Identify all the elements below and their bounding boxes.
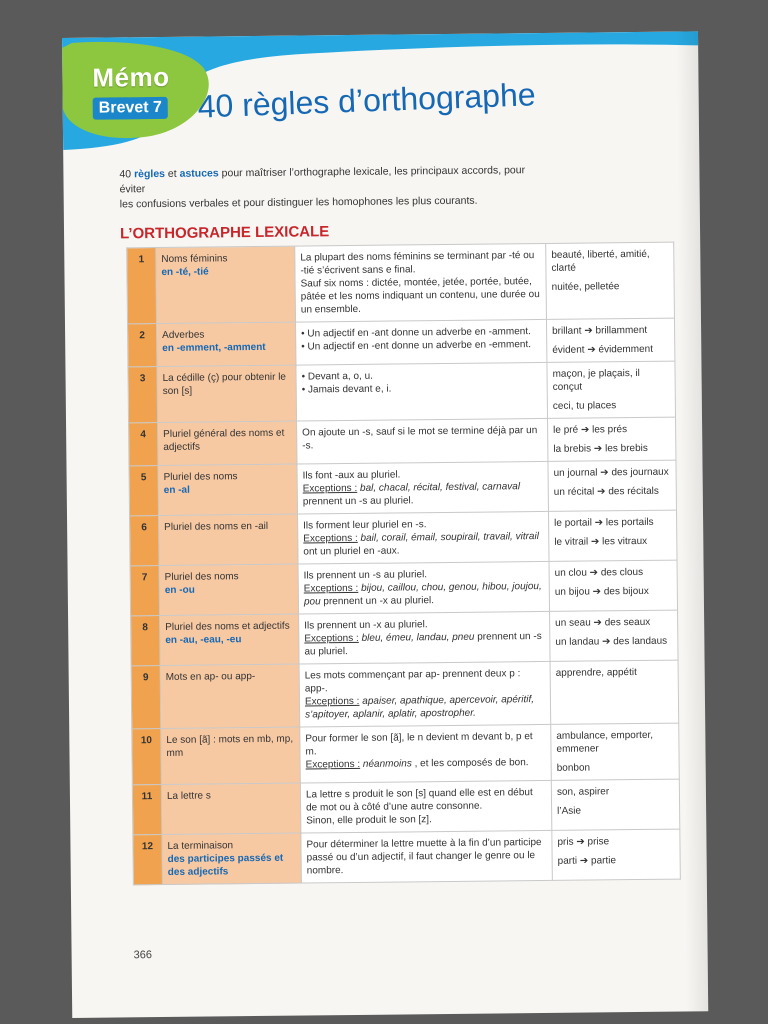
exceptions [303, 480, 543, 509]
brevet-badge: Brevet 7 [93, 97, 168, 120]
rule-name-cell [161, 783, 301, 834]
table-row [132, 779, 679, 835]
table-row [129, 460, 676, 516]
example-1: un seau ➔ des seaux [555, 616, 651, 629]
book-page [62, 31, 708, 1018]
table-row [133, 829, 680, 885]
rule-name: Mots en ap- ou app- [165, 671, 256, 683]
rule-number: 3 [128, 367, 158, 423]
memo-label: Mémo [92, 61, 170, 93]
example-1: le portail ➔ les portails [554, 516, 654, 529]
rule-name: Pluriel des noms [164, 571, 239, 583]
exceptions-tail: ont un pluriel en -aux. [303, 545, 400, 558]
exceptions [304, 580, 544, 609]
exceptions [306, 756, 546, 772]
exceptions-words: néanmoins [362, 758, 412, 770]
exceptions-words: bal, chacal, récital, festival, carnaval [359, 481, 521, 494]
rule-name-cell [156, 246, 296, 323]
exceptions-tail: prennent un -s au pluriel. [302, 495, 414, 508]
rule-name: Pluriel des noms en -ail [164, 520, 269, 533]
example-1: un clou ➔ des clous [554, 566, 644, 579]
rule-text: La lettre s produit le son [s] quand elle est en début de mot ou à côté d’une autre consonne. [305, 787, 533, 814]
rule-name-cell [157, 365, 297, 422]
rule-name: Pluriel des noms [163, 471, 238, 483]
rule-text: Pour former le son [ã], le n devient m devant b, p et m. [305, 731, 533, 758]
exceptions-words: bleu, émeu, landau, pneu [361, 631, 475, 644]
example-1: beauté, liberté, amitié, clarté [551, 248, 650, 274]
rule-name: Pluriel des noms et adjectifs [165, 620, 290, 633]
rule-cell [299, 661, 551, 727]
example-cell [548, 417, 676, 461]
rule-name-suffix: en -té, -tié [161, 266, 209, 278]
exceptions-tail: prennent un -x au pluriel. [323, 595, 435, 608]
example-2: un landau ➔ des landaus [555, 635, 668, 648]
example-cell [550, 610, 679, 661]
rule-name-suffix: en -emment, -amment [162, 341, 266, 354]
example-cell [552, 829, 681, 880]
rules-table [126, 242, 681, 886]
rule-number: 6 [130, 516, 160, 566]
rule-cell [300, 724, 552, 783]
table-row [132, 723, 680, 785]
exceptions-tail: , et les composés de bon. [414, 757, 529, 770]
rule-number: 12 [133, 834, 163, 884]
example-2: ceci, tu places [552, 400, 617, 412]
table-row [129, 417, 676, 466]
page-number: 366 [133, 949, 153, 962]
rule-name-suffix: des participes passés et des adjectifs [167, 852, 284, 878]
rule-cell [296, 362, 548, 421]
exceptions-label: Exceptions : [303, 532, 358, 545]
rule-number: 10 [132, 729, 162, 785]
example-1: un journal ➔ des journaux [553, 466, 669, 479]
rule-cell [295, 319, 546, 365]
exceptions-label: Exceptions : [303, 582, 359, 595]
example-cell [546, 242, 675, 319]
example-cell [546, 318, 674, 362]
example-2: la brebis ➔ les brebis [553, 442, 648, 455]
example-cell [547, 361, 676, 418]
table-row [127, 318, 674, 367]
exceptions-label: Exceptions : [302, 482, 358, 495]
rule-number: 8 [131, 616, 161, 666]
example-2: nuitée, pelletée [551, 281, 620, 293]
rule-text-2: Sauf six noms : dictée, montée, jetée, portée, butée, pâtée et les noms indiquant un contenu, une durée ou un ensemble. [300, 276, 540, 316]
exceptions-label: Exceptions : [304, 632, 359, 645]
section-title: L’ORTHOGRAPHE LEXICALE [119, 223, 330, 243]
table-row [127, 242, 675, 324]
rule-name: La terminaison [167, 840, 234, 852]
rule-name-cell [158, 421, 297, 465]
rule-name-suffix: en -ou [164, 584, 195, 596]
rule-name: La cédille (ç) pour obtenir le son [s] [162, 371, 287, 397]
rule-text-2: • Un adjectif en -ent donne un adverbe en -emment. [301, 339, 532, 353]
rule-text: Pour déterminer la lettre muette à la fin d’un participe passé ou d’un adjectif, il faut changer le genre ou le nombre. [306, 837, 542, 877]
rule-name-cell [162, 833, 302, 884]
rule-name-cell [161, 727, 301, 784]
rule-cell [300, 780, 552, 833]
example-2: bonbon [556, 762, 591, 774]
rule-cell [297, 511, 549, 564]
example-2: parti ➔ partie [557, 855, 617, 867]
rule-name-cell [159, 514, 299, 565]
rule-text: • Devant a, o, u. [301, 370, 373, 383]
rule-number: 5 [129, 466, 159, 516]
rule-number: 1 [127, 248, 157, 324]
rule-text-2: • Jamais devant e, i. [301, 383, 392, 396]
rule-name-suffix: en -au, -eau, -eu [165, 634, 242, 646]
rule-text-2: Sinon, elle produit le son [z]. [306, 814, 432, 827]
table-row [128, 361, 676, 423]
rule-name-cell [158, 464, 298, 515]
page-gutter-shadow [676, 31, 708, 1011]
example-2: un bijou ➔ des bijoux [554, 585, 649, 598]
example-2: un récital ➔ des récitals [553, 485, 659, 498]
example-1: ambulance, emporter, emmener [556, 729, 654, 755]
table-row [130, 560, 677, 616]
rule-text: On ajoute un -s, sauf si le mot se termine déjà par un -s. [302, 425, 538, 452]
table-row [131, 660, 679, 729]
example-1: brillant ➔ brillamment [552, 324, 648, 337]
rule-name: La lettre s [166, 790, 211, 802]
rule-number: 2 [127, 324, 156, 367]
rule-cell [297, 418, 548, 464]
example-1: maçon, je plaçais, il conçut [552, 367, 640, 393]
rule-name: Le son [ã] : mots en mb, mp, mm [166, 733, 294, 759]
rule-name-cell [159, 564, 299, 615]
page-title: 40 règles d’orthographe [197, 76, 537, 125]
table-row [131, 610, 678, 666]
rule-text: • Un adjectif en -ant donne un adverbe en -amment. [301, 326, 531, 340]
rule-cell [301, 830, 553, 883]
example-cell [551, 723, 680, 780]
example-2: le vitrail ➔ les vitraux [554, 535, 648, 548]
example-cell [550, 660, 679, 724]
exceptions-label: Exceptions : [305, 758, 361, 771]
rule-text: Ils forment leur pluriel en -s. [303, 519, 427, 532]
rule-cell [297, 461, 549, 514]
example-1: pris ➔ prise [557, 836, 610, 848]
example-cell [549, 560, 678, 611]
example-1: son, aspirer [556, 786, 610, 798]
rule-cell [299, 611, 551, 664]
rule-number: 4 [129, 423, 158, 466]
exceptions [303, 530, 543, 559]
rule-text: Ils prennent un -s au pluriel. [303, 569, 428, 582]
exceptions-words: bail, corail, émail, soupirail, travail, vitrail [360, 531, 539, 544]
example-2: l’Asie [557, 805, 582, 817]
table-row [130, 510, 677, 566]
example-cell [548, 460, 677, 511]
rule-name-suffix: en -al [163, 484, 190, 496]
exceptions [304, 630, 544, 659]
exceptions-label: Exceptions : [304, 695, 360, 708]
rule-text: Ils prennent un -x au pluriel. [304, 619, 428, 632]
exceptions-words: apaiser, apathique, apercevoir, apéritif, s’apitoyer, aplanir, aplatir, apostropher. [305, 694, 535, 721]
rule-text: Ils font -aux au pluriel. [302, 469, 401, 482]
example-cell [551, 779, 680, 830]
rule-name: Pluriel général des noms et adjectifs [163, 427, 285, 453]
rule-cell [298, 561, 550, 614]
rule-name-cell [160, 614, 300, 665]
exceptions [305, 693, 545, 722]
rule-number: 7 [130, 566, 160, 616]
rule-text: La plupart des noms féminins se terminant par -té ou -tié s’écrivent sans e final. [300, 250, 535, 277]
rule-name: Noms féminins [161, 253, 228, 265]
rule-text: Les mots commençant par ap- prennent deux p : app-. [304, 668, 521, 695]
rule-name: Adverbes [162, 329, 205, 341]
rule-name-cell [160, 664, 300, 728]
rule-cell [295, 243, 547, 322]
example-2: évident ➔ évidemment [552, 343, 654, 356]
example-1: le pré ➔ les prés [553, 424, 628, 436]
rule-number: 11 [132, 785, 162, 835]
intro-text: 40 règles et astuces pour maîtriser l’orthographe lexicale, les principaux accords, pour éviter les confusions verbales et pour distinguer les homophones les plus courants. [119, 164, 526, 211]
exceptions-words: bijou, caillou, chou, genou, hibou, joujou, pou [303, 581, 542, 608]
rule-number: 9 [131, 666, 161, 729]
exceptions-tail: prennent un -s au pluriel. [304, 631, 542, 658]
example-1: apprendre, appétit [555, 667, 637, 679]
example-cell [548, 510, 677, 561]
rule-name-cell [156, 322, 295, 366]
